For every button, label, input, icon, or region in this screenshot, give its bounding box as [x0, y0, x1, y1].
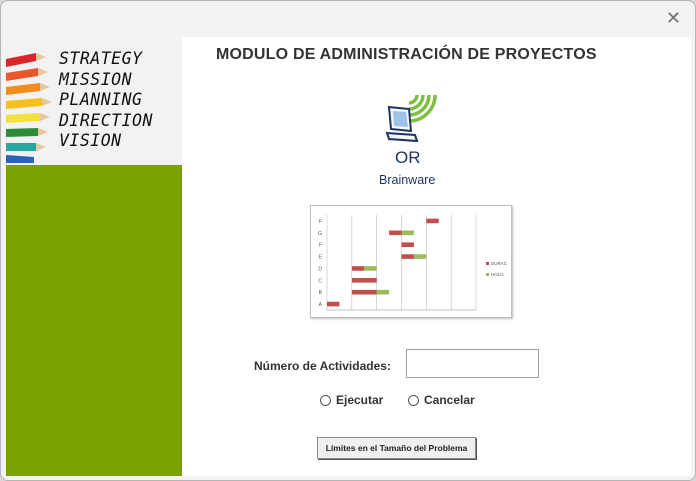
bar	[389, 231, 401, 236]
bar	[402, 242, 414, 247]
page-title: MODULO DE ADMINISTRACIÓN DE PROYECTOS	[216, 46, 597, 63]
bar	[327, 302, 339, 307]
tick-label: C	[318, 278, 322, 285]
tick-label: B	[318, 290, 322, 297]
activities-input[interactable]	[406, 349, 539, 378]
bar	[352, 266, 364, 271]
side-panel	[6, 37, 182, 476]
content-area	[6, 37, 691, 476]
radio-ejecutar-label: Ejecutar	[336, 393, 384, 407]
logo-or-text: OR	[395, 148, 421, 167]
tick-label: E	[318, 254, 322, 261]
word-direction: DIRECTION	[59, 110, 153, 130]
radio-circle-icon[interactable]	[408, 395, 419, 406]
radio-ejecutar[interactable]	[320, 393, 383, 407]
radio-circle-icon[interactable]	[320, 395, 331, 406]
bar	[377, 290, 389, 295]
tick-label: D	[318, 266, 322, 273]
activities-label: Número de Actividades:	[254, 359, 391, 373]
bar	[352, 278, 377, 283]
tick-label: A	[318, 302, 322, 309]
word-mission: MISSION	[59, 69, 133, 89]
legend-swatch	[486, 262, 489, 265]
word-vision: VISION	[59, 131, 122, 151]
bar	[352, 290, 377, 295]
legend-label: DURAC	[491, 261, 508, 266]
bar	[402, 231, 414, 236]
legend-label: HOLG	[491, 272, 504, 277]
close-icon[interactable]: ✕	[665, 8, 681, 28]
bar	[364, 266, 376, 271]
gantt-chart-image	[310, 205, 512, 318]
bar	[402, 254, 414, 259]
strategy-words	[59, 49, 153, 152]
logo-brand-text: Brainware	[379, 173, 436, 187]
limits-button[interactable]: Límites en el Tamaño del Problema	[317, 437, 476, 459]
legend-swatch	[486, 273, 489, 276]
tick-label: F	[318, 242, 322, 249]
bar	[414, 254, 426, 259]
word-planning: PLANNING	[59, 90, 143, 110]
bar	[426, 219, 438, 224]
strategy-image	[6, 37, 182, 165]
radio-cancelar-label: Cancelar	[424, 393, 475, 407]
side-green-panel	[6, 165, 182, 476]
word-strategy: STRATEGY	[59, 49, 143, 68]
radio-cancelar[interactable]	[408, 393, 475, 407]
tick-label: F	[318, 218, 322, 225]
pencils-icon	[6, 37, 56, 165]
computer-wifi-icon	[379, 85, 439, 185]
tick-label: G	[318, 230, 322, 237]
